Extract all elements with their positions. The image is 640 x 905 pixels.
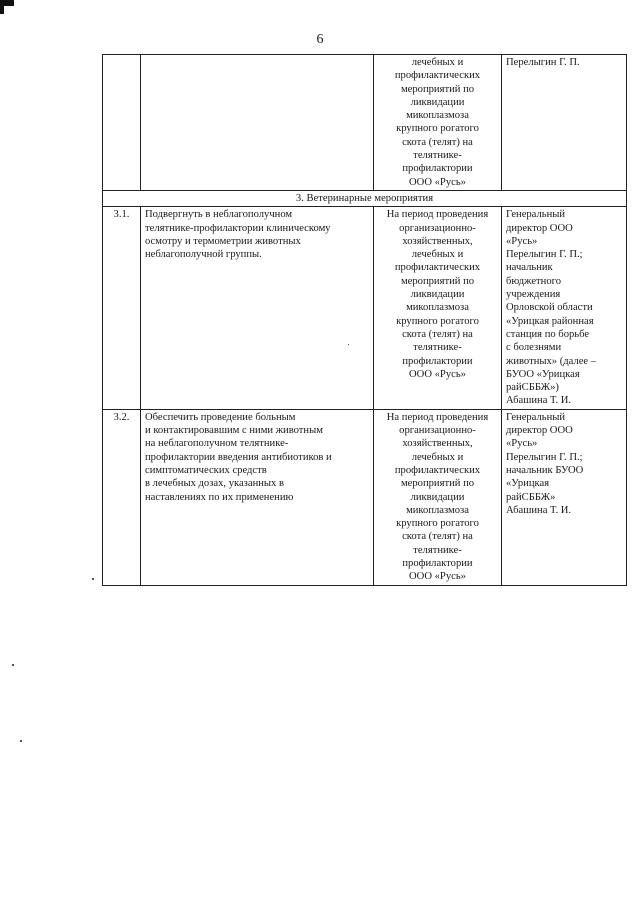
text-line: Абашина Т. И. [506,395,572,407]
text-line: мероприятий по [400,275,475,287]
text-line: телятнике- [413,150,462,162]
text-line: ликвидации [410,491,465,503]
text-line: Генеральный [506,411,566,423]
text-line: райСББЖ» [506,491,556,503]
text-line: БУОО «Урицкая [506,368,580,380]
text-line: мероприятий по [400,83,475,95]
section-heading-row [103,190,627,206]
text-line: Подвергнуть в неблагополучном [145,209,293,221]
text-line: скота (телят) на [402,531,473,543]
cell-responsible [502,409,627,585]
text-line: с болезнями [506,342,562,354]
cell-action [141,55,374,191]
cell-number: 3.1. [103,207,141,409]
scan-speck [348,344,349,345]
text-line: животных» (далее – [506,355,597,367]
cell-number [103,55,141,191]
cell-term [374,409,502,585]
text-line: профилактории [402,355,473,367]
scan-corner-mark [0,0,14,6]
text-line: микоплазмоза [406,110,469,122]
text-line: «Русь» [506,438,538,450]
text-line: скота (телят) на [402,136,473,148]
text-line: крупного рогатого [396,518,479,530]
cell-term [374,55,502,191]
text-line: ликвидации [410,96,465,108]
text-line: На период проведения [386,411,489,423]
text-line: На период проведения [386,209,489,221]
text-line: профилактории введения антибиотиков и [145,451,332,463]
table-row-continued [103,55,627,191]
text-line: бюджетного [506,275,562,287]
text-line: начальник БУОО [506,464,584,476]
text-line: «Русь» [506,235,538,247]
cell-responsible [502,207,627,409]
text-line: крупного рогатого [396,123,479,135]
text-line: лечебных и [411,249,464,261]
text-line: лечебных и [411,57,464,68]
text-line: в лечебных дозах, указанных в [145,478,284,490]
page-number: 6 [316,32,324,47]
text-line: организационно- [399,425,476,437]
text-line: профилактических [394,262,481,274]
cell-action [141,207,374,409]
section-heading: 3. Ветеринарные мероприятия [103,190,627,206]
text-line: микоплазмоза [406,302,469,314]
text-line: наставлениях по их применению [145,491,294,503]
text-line: Перелыгин Г. П.; [506,451,583,463]
text-line: ООО «Русь» [409,368,466,380]
table-row-3-2 [103,409,627,585]
text-line: учреждения [506,289,561,301]
text-line: «Урицкая [506,478,550,490]
cell-number: 3.2. [103,409,141,585]
text-line: мероприятий по [400,478,475,490]
text-line: «Урицкая районная [506,315,594,327]
scan-speck [92,578,94,580]
text-line: профилактории [402,163,473,175]
text-line: ликвидации [410,289,465,301]
text-line: скота (телят) на [402,328,473,340]
text-line: на неблагополучном телятнике- [145,438,289,450]
cell-action [141,409,374,585]
text-line: хозяйственных, [402,438,473,450]
text-line: хозяйственных, [402,235,473,247]
text-line: неблагополучной группы. [145,249,262,261]
text-line: Обеспечить проведение больным [145,411,296,423]
text-line: профилактории [402,557,473,569]
text-line: Орловской области [506,302,593,314]
table-row-3-1 [103,207,627,409]
text-line: телятнике-профилактории клиническому [145,222,331,234]
text-line: станция по борьбе [506,328,590,340]
text-line: начальник [506,262,553,274]
cell-responsible [502,55,627,191]
text-line: симптоматических средств [145,464,267,476]
measures-table-body [103,55,627,586]
text-line: лечебных и [411,451,464,463]
text-line: крупного рогатого [396,315,479,327]
cell-term [374,207,502,409]
text-line: ООО «Русь» [409,176,466,188]
text-line: Перелыгин Г. П. [506,57,580,68]
text-line: профилактических [394,70,481,82]
text-line: Абашина Т. И. [506,504,572,516]
measures-table [102,54,627,586]
text-line: осмотру и термометрии животных [145,235,301,247]
text-line: Перелыгин Г. П.; [506,249,583,261]
text-line: микоплазмоза [406,504,469,516]
text-line: директор ООО [506,222,573,234]
text-line: Генеральный [506,209,566,221]
text-line: профилактических [394,464,481,476]
text-line: телятнике- [413,544,462,556]
text-line: телятнике- [413,342,462,354]
text-line: директор ООО [506,425,573,437]
text-line: и контактировавшим с ними животным [145,425,323,437]
text-line: организационно- [399,222,476,234]
scan-speck [20,740,22,742]
text-line: ООО «Русь» [409,571,466,583]
scan-speck [12,664,14,666]
text-line: райСББЖ») [506,382,559,394]
